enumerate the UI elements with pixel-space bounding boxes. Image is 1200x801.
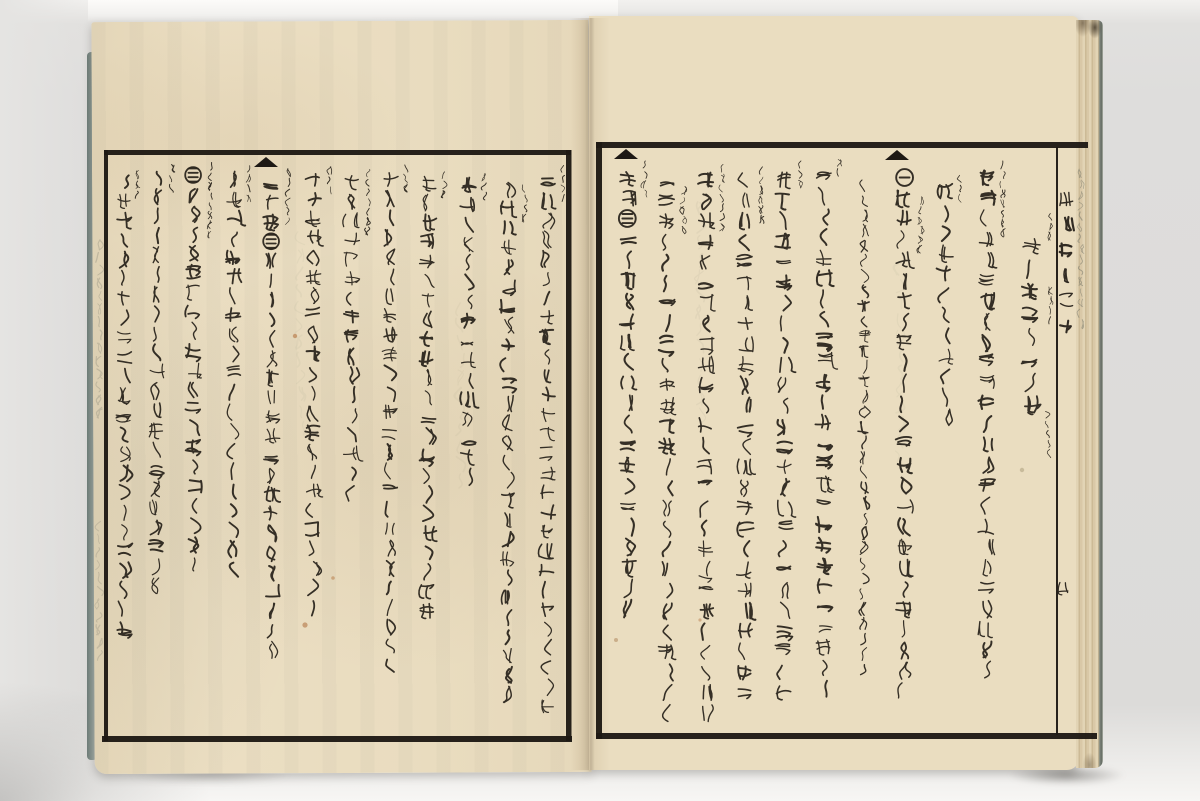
text-column [226,172,245,577]
text-column [441,172,447,198]
text-column [95,521,104,660]
text-column [1000,161,1005,237]
text-column-heading [1022,239,1041,415]
text-column [305,174,323,616]
text-column [917,197,924,254]
text-column [978,170,997,677]
text-column [937,184,953,426]
foxing-stains [293,334,1024,642]
text-column [522,185,527,222]
text-column [295,232,306,435]
text-column [561,165,565,201]
text-column [815,172,837,697]
printed-frame-borders [102,142,1097,742]
text-column [798,161,802,188]
text-column [135,170,140,198]
text-column [419,177,437,619]
text-column [207,163,212,239]
text-column [500,183,516,703]
text-column [365,169,371,235]
text-column [149,172,164,594]
text-column [680,186,687,233]
text-column [185,167,202,571]
text-column-heading [263,184,280,658]
text-column [719,164,725,231]
text-column [957,175,961,202]
text-column [1048,287,1053,324]
text-column [1048,214,1052,241]
text-column [697,173,715,722]
text-column [858,180,871,675]
text-column [246,166,251,202]
text-column [481,174,486,200]
text-column [169,165,174,193]
text-column [327,167,332,194]
hashira-volume-title [1060,192,1074,332]
text-column [619,172,637,617]
text-column [382,173,398,672]
text-column [737,173,756,699]
text-column [285,169,290,225]
text-column [1077,169,1084,329]
text-column [896,169,914,698]
text-column [893,261,905,466]
text-column [343,176,363,501]
text-column [538,178,555,712]
text-column [1045,412,1051,458]
text-column [641,161,647,197]
text-column [404,165,408,192]
text-column [96,240,104,418]
text-column [116,175,132,637]
text-column [759,167,764,223]
text-column [659,182,676,721]
text-column [837,160,842,177]
hashira-page-number [1058,583,1068,595]
text-column [775,172,795,699]
